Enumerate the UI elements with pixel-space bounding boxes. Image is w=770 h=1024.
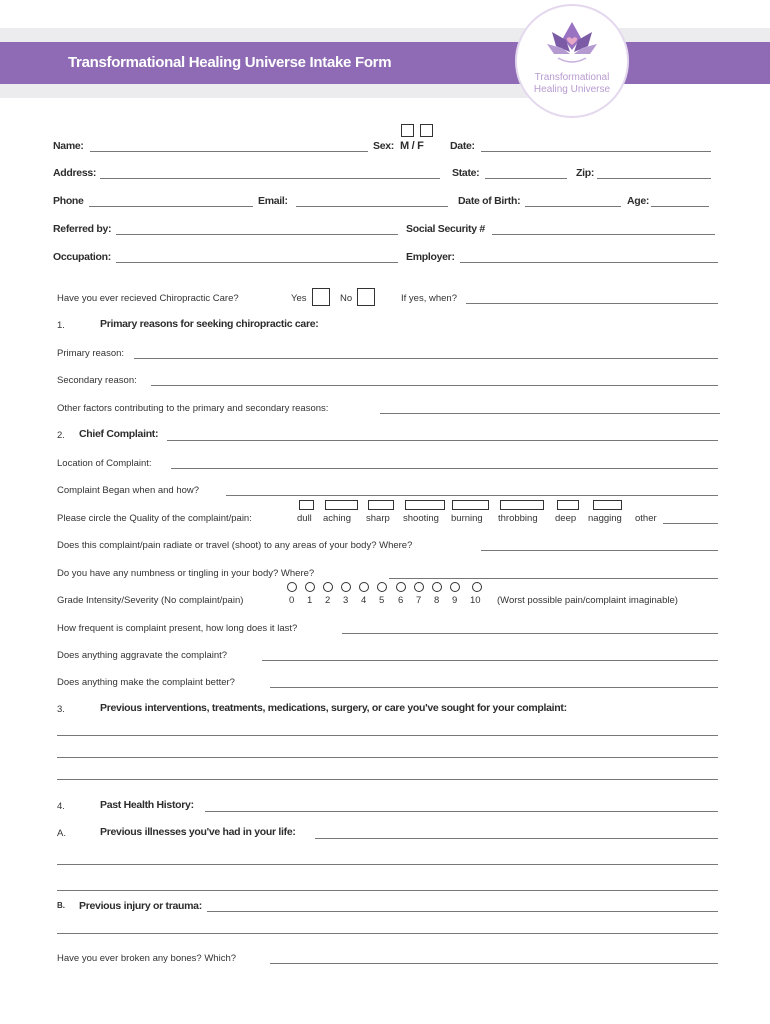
quality-burning-checkbox[interactable]	[452, 500, 489, 510]
frequency-label: How frequent is complaint present, how long does it last?	[57, 623, 298, 634]
chiro-no-label: No	[340, 293, 353, 304]
section-3-heading: Previous interventions, treatments, medications, surgery, or care you've sought for your complaint:	[100, 702, 567, 714]
zip-label: Zip:	[576, 167, 595, 179]
occupation-field[interactable]	[116, 262, 398, 263]
quality-shooting[interactable]: shooting	[403, 513, 439, 524]
injury-trauma-field[interactable]	[207, 911, 718, 912]
primary-reason-field[interactable]	[134, 358, 718, 359]
interventions-line-3[interactable]	[57, 779, 718, 780]
grade-3: 3	[343, 595, 349, 606]
chiro-no-checkbox[interactable]	[357, 288, 375, 306]
chiro-question: Have you ever recieved Chiropractic Care?	[57, 293, 239, 304]
quality-shooting-checkbox[interactable]	[405, 500, 445, 510]
grade-6-radio[interactable]	[396, 582, 406, 592]
name-label: Name:	[53, 140, 84, 152]
grade-6: 6	[398, 595, 404, 606]
grade-8: 8	[434, 595, 440, 606]
injury-line-2[interactable]	[57, 933, 718, 934]
frequency-field[interactable]	[342, 633, 718, 634]
began-field[interactable]	[226, 495, 718, 496]
other-factors-label: Other factors contributing to the primary and secondary reasons:	[57, 403, 329, 414]
section-4b-number: B.	[57, 901, 65, 910]
grade-0: 0	[289, 595, 295, 606]
chiro-yes-checkbox[interactable]	[312, 288, 330, 306]
quality-dull-checkbox[interactable]	[299, 500, 314, 510]
chiro-when-label: If yes, when?	[401, 293, 457, 304]
aggravate-label: Does anything aggravate the complaint?	[57, 650, 228, 661]
grade-2: 2	[325, 595, 331, 606]
header-bottom-band	[0, 84, 560, 98]
section-4a-number: A.	[57, 828, 66, 839]
grade-9: 9	[452, 595, 458, 606]
numbness-field[interactable]	[389, 578, 718, 579]
quality-other[interactable]: other	[635, 513, 657, 524]
ssn-field[interactable]	[492, 234, 715, 235]
other-factors-field[interactable]	[380, 413, 720, 414]
broken-bones-label: Have you ever broken any bones? Which?	[57, 953, 237, 964]
sex-options: M / F	[400, 140, 424, 152]
grade-7: 7	[416, 595, 422, 606]
grade-1-radio[interactable]	[305, 582, 315, 592]
chief-complaint-label: Chief Complaint:	[79, 428, 159, 440]
grade-5: 5	[379, 595, 385, 606]
address-field[interactable]	[100, 178, 440, 179]
quality-dull[interactable]: dull	[297, 513, 312, 524]
dob-label: Date of Birth:	[458, 195, 521, 207]
grade-2-radio[interactable]	[323, 582, 333, 592]
phone-field[interactable]	[89, 206, 253, 207]
state-label: State:	[452, 167, 480, 179]
grade-0-radio[interactable]	[287, 582, 297, 592]
grade-7-radio[interactable]	[414, 582, 424, 592]
broken-bones-field[interactable]	[270, 963, 718, 964]
employer-label: Employer:	[406, 251, 455, 263]
quality-burning[interactable]: burning	[451, 513, 483, 524]
age-field[interactable]	[651, 206, 709, 207]
age-label: Age:	[627, 195, 650, 207]
name-field[interactable]	[90, 151, 368, 152]
email-label: Email:	[258, 195, 288, 207]
occupation-label: Occupation:	[53, 251, 111, 263]
grade-label: Grade Intensity/Severity (No complaint/pain)	[57, 595, 244, 606]
employer-field[interactable]	[460, 262, 718, 263]
sex-label: Sex:	[373, 140, 394, 152]
logo	[515, 4, 629, 118]
section-3-number: 3.	[57, 704, 65, 715]
grade-9-radio[interactable]	[450, 582, 460, 592]
location-label: Location of Complaint:	[57, 458, 152, 469]
injury-trauma-label: Previous injury or trauma:	[79, 900, 202, 912]
date-field[interactable]	[481, 151, 711, 152]
chiro-when-field[interactable]	[466, 303, 718, 304]
grade-4-radio[interactable]	[359, 582, 369, 592]
section-2-number: 2.	[57, 430, 65, 441]
primary-reason-label: Primary reason:	[57, 348, 125, 359]
header-top-band	[0, 28, 770, 42]
previous-illnesses-field[interactable]	[315, 838, 718, 839]
quality-nagging[interactable]: nagging	[588, 513, 622, 524]
quality-deep[interactable]: deep	[555, 513, 577, 524]
past-history-field[interactable]	[205, 811, 718, 812]
quality-aching[interactable]: aching	[323, 513, 351, 524]
grade-4: 4	[361, 595, 367, 606]
quality-throbbing[interactable]: throbbing	[498, 513, 538, 524]
numbness-label: Do you have any numbness or tingling in your body? Where?	[57, 568, 315, 579]
radiate-field[interactable]	[481, 550, 718, 551]
section-1-heading: Primary reasons for seeking chiropractic care:	[100, 318, 319, 330]
logo-text-line2: Healing Universe	[533, 84, 611, 95]
form-title: Transformational Healing Universe Intake Form	[68, 54, 392, 71]
email-field[interactable]	[296, 206, 448, 207]
secondary-reason-label: Secondary reason:	[57, 375, 137, 386]
quality-sharp[interactable]: sharp	[366, 513, 390, 524]
location-field[interactable]	[171, 468, 718, 469]
past-history-label: Past Health History:	[100, 799, 194, 811]
illnesses-line-2[interactable]	[57, 864, 718, 865]
illnesses-line-3[interactable]	[57, 890, 718, 891]
aggravate-field[interactable]	[262, 660, 718, 661]
better-label: Does anything make the complaint better?	[57, 677, 235, 688]
secondary-reason-field[interactable]	[151, 385, 718, 386]
quality-sharp-checkbox[interactable]	[368, 500, 394, 510]
ssn-label: Social Security #	[406, 223, 485, 235]
chiro-yes-label: Yes	[291, 293, 307, 304]
quality-aching-checkbox[interactable]	[325, 500, 358, 510]
grade-5-radio[interactable]	[377, 582, 387, 592]
section-1-number: 1.	[57, 320, 65, 331]
quality-other-field[interactable]	[663, 523, 718, 524]
state-field[interactable]	[485, 178, 567, 179]
sex-f-checkbox[interactable]	[420, 124, 433, 137]
interventions-line-2[interactable]	[57, 757, 718, 758]
quality-label: Please circle the Quality of the complaint/pain:	[57, 513, 252, 524]
section-4-number: 4.	[57, 801, 65, 812]
address-label: Address:	[53, 167, 97, 179]
grade-1: 1	[307, 595, 313, 606]
quality-nagging-checkbox[interactable]	[593, 500, 622, 510]
lotus-icon	[544, 14, 600, 70]
dob-field[interactable]	[525, 206, 621, 207]
sex-m-checkbox[interactable]	[401, 124, 414, 137]
grade-max-label: (Worst possible pain/complaint imaginable)	[497, 595, 678, 606]
quality-throbbing-checkbox[interactable]	[500, 500, 544, 510]
radiate-label: Does this complaint/pain radiate or travel (shoot) to any areas of your body? Where?	[57, 540, 413, 551]
grade-3-radio[interactable]	[341, 582, 351, 592]
date-label: Date:	[450, 140, 475, 152]
referred-field[interactable]	[116, 234, 398, 235]
logo-text-line1: Transformational	[534, 72, 610, 83]
grade-10: 10	[470, 595, 481, 606]
interventions-line-1[interactable]	[57, 735, 718, 736]
previous-illnesses-label: Previous illnesses you've had in your life:	[100, 826, 296, 838]
better-field[interactable]	[270, 687, 718, 688]
zip-field[interactable]	[597, 178, 711, 179]
began-label: Complaint Began when and how?	[57, 485, 200, 496]
phone-label: Phone	[53, 195, 84, 207]
quality-deep-checkbox[interactable]	[557, 500, 579, 510]
grade-8-radio[interactable]	[432, 582, 442, 592]
referred-label: Referred by:	[53, 223, 112, 235]
chief-complaint-field[interactable]	[167, 440, 718, 441]
grade-10-radio[interactable]	[472, 582, 482, 592]
